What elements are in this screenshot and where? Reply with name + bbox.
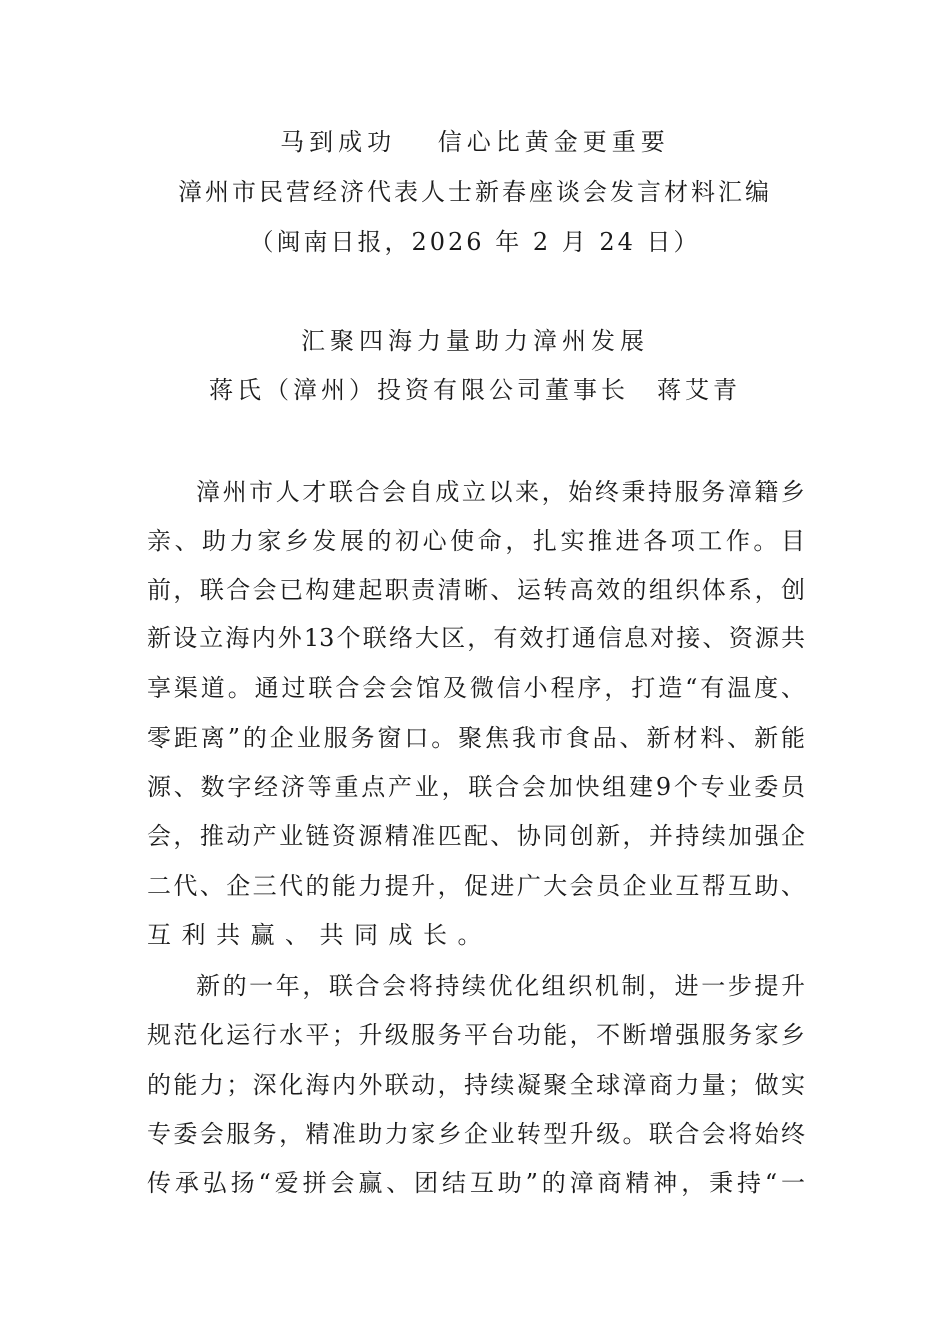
- document-subtitle: 漳州市民营经济代表人士新春座谈会发言材料汇编: [178, 178, 772, 206]
- article-heading: 汇聚四海力量助力漳州发展: [301, 327, 649, 355]
- paragraph-line: 二代、企三代的能力提升，促进广大会员企业互帮互助、: [147, 872, 805, 900]
- paragraph-line: 会，推动产业链资源精准匹配、协同创新，并持续加强企: [147, 822, 805, 850]
- paragraph-line: 源、数字经济等重点产业，联合会加快组建9个专业委员: [147, 773, 805, 801]
- paragraph-line: 传承弘扬“爱拼会赢、团结互助”的漳商精神，秉持“一: [147, 1169, 805, 1197]
- paragraph-line: 互利共赢、共同成长。: [147, 921, 492, 949]
- paragraph-line: 规范化运行水平；升级服务平台功能，不断增强服务家乡: [147, 1021, 805, 1049]
- paragraph-line: 零距离”的企业服务窗口。聚焦我市食品、新材料、新能: [147, 724, 805, 752]
- paragraph-line: 漳州市人才联合会自成立以来，始终秉持服务漳籍乡: [196, 478, 805, 506]
- document-title: 马到成功 信心比黄金更重要: [280, 128, 670, 156]
- paragraph-line: 专委会服务，精准助力家乡企业转型升级。联合会将始终: [147, 1120, 805, 1148]
- document-source: （闽南日报，2026 年 2 月 24 日）: [249, 228, 701, 256]
- paragraph-line: 前，联合会已构建起职责清晰、运转高效的组织体系，创: [147, 576, 805, 604]
- paragraph-line: 新的一年，联合会将持续优化组织机制，进一步提升: [196, 972, 805, 1000]
- paragraph-line: 新设立海内外13个联络大区，有效打通信息对接、资源共: [147, 624, 805, 652]
- paragraph-line: 享渠道。通过联合会会馆及微信小程序，打造“有温度、: [147, 674, 805, 702]
- article-byline: 蒋氏（漳州）投资有限公司董事长 蒋艾青: [209, 376, 741, 404]
- paragraph-line: 的能力；深化海内外联动，持续凝聚全球漳商力量；做实: [147, 1071, 805, 1099]
- paragraph-line: 亲、助力家乡发展的初心使命，扎实推进各项工作。目: [147, 527, 805, 555]
